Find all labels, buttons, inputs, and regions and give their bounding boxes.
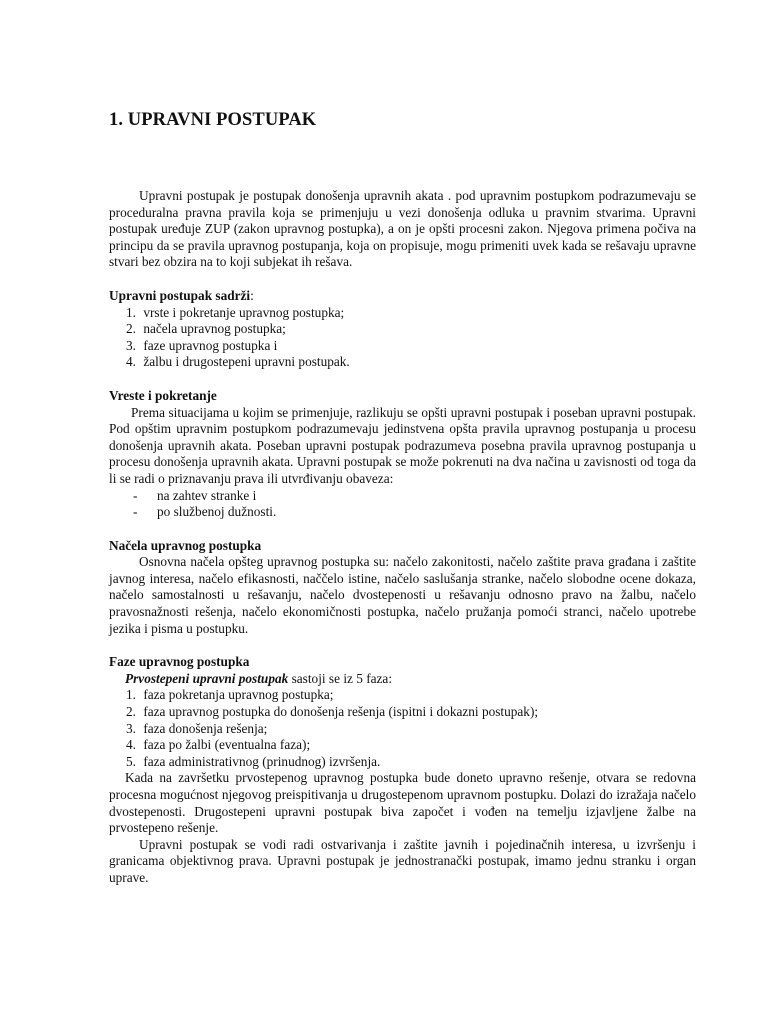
faze-paragraph-2: Upravni postupak se vodi radi ostvarivanja i zaštite javnih i pojedinačnih interesa, u izvršenju i granicama objektivnog prava. Upravni postupak je jednostranački postupak, imamo jednu stranku i organ uprave.: [109, 836, 696, 885]
nacela-paragraph: Osnovna načela opšteg upravnog postupka su: načelo zakonitosti, načelo zaštite prava građana i zaštite javnog interesa, načelo efikasnosti, naččelo istine, načelo saslušanja stranke, načelo slobodne ocene dokaza, načelo samostalnosti u rešavanju, načelo dvostepenosti u rešavanju odnosno pravo na žalbu, načelo pravosnažnosti rešenja, načelo ekonomičnosti postupka, načelo pružanja pomoći stranci, načelo upotrebe jezika i pisma u postupku.: [109, 554, 696, 636]
contents-list: [109, 305, 696, 371]
list-item: - na zahtev stranke i: [133, 487, 257, 503]
list-item: - po službenoj dužnosti.: [133, 504, 277, 520]
nacela-heading: Načela upravnog postupka: [109, 537, 262, 553]
list-item: 4. žalbu i drugostepeni upravni postupak.: [126, 354, 350, 370]
page-title: 1. UPRAVNI POSTUPAK: [109, 110, 317, 130]
list-item: 1. vrste i pokretanje upravnog postupka;: [126, 304, 345, 320]
contents-heading: Upravni postupak sadrži:: [109, 287, 254, 303]
list-item: 2. faza upravnog postupka do donošenja rešenja (ispitni i dokazni postupak);: [126, 704, 539, 720]
list-item: 5. faza administrativnog (prinudnog) izvršenja.: [126, 753, 381, 769]
faze-heading: Faze upravnog postupka: [109, 654, 250, 670]
vrste-list: [109, 488, 696, 521]
vrste-paragraph: Prema situacijama u kojim se primenjuje, razlikuju se opšti upravni postupak i poseban upravni postupak. Pod opštim upravnim postupkom podrazumevaju jedinstvena opšta pravila upravnog postupanja u procesu donošenja upravnih akata. Poseban upravni postupak podrazumeva posebna pravila upravnog postupanja u procesu donošenja upravnih akata. Upravni postupak se može pokrenuti na dva načina u zavisnosti od toga da li se radi o priznavanju prava ili utvrđivanju obaveza:: [109, 404, 696, 486]
document-content: [109, 108, 696, 887]
list-item: 1. faza pokretanja upravnog postupka;: [126, 687, 334, 703]
intro-paragraph: Upravni postupak je postupak donošenja upravnih akata . pod upravnim postupkom podrazumevaju se proceduralna pravna pravila koja se primenjuju u vezi donošenja odluka u pravnim stvarima. Upravni postupak uređuje ZUP (zakon upravnog postupka), a on je opšti procesni zakon. Njegova primena počiva na principu da se pravila upravnog postupanja, koja on propisuje, mogu primeniti uvek kada se rešavaju upravne stvari bez obzira na to koji subjekat ih rešava.: [109, 188, 696, 270]
list-item: 3. faze upravnog postupka i: [126, 337, 278, 353]
faze-intro: Prvostepeni upravni postupak sastoji se iz 5 faza:: [125, 670, 393, 686]
vrste-heading: Vreste i pokretanje: [109, 387, 217, 403]
faze-paragraph-1: Kada na završetku prvostepenog upravnog postupka bude doneto upravno rešenje, otvara se redovna procesna mogućnost njegovog preispitivanja u drugostepenom upravnom postupku. Dolazi do izražaja načelo dvostepenosti. Drugostepeni upravni postupak biva započet i vođen na temelju izjavljene žalbe na prvostepeno rešenje.: [109, 770, 696, 836]
faze-list: [109, 687, 696, 770]
list-item: 4. faza po žalbi (eventualna faza);: [126, 737, 311, 753]
list-item: 2. načela upravnog postupka;: [126, 321, 286, 337]
list-item: 3. faza donošenja rešenja;: [126, 720, 268, 736]
